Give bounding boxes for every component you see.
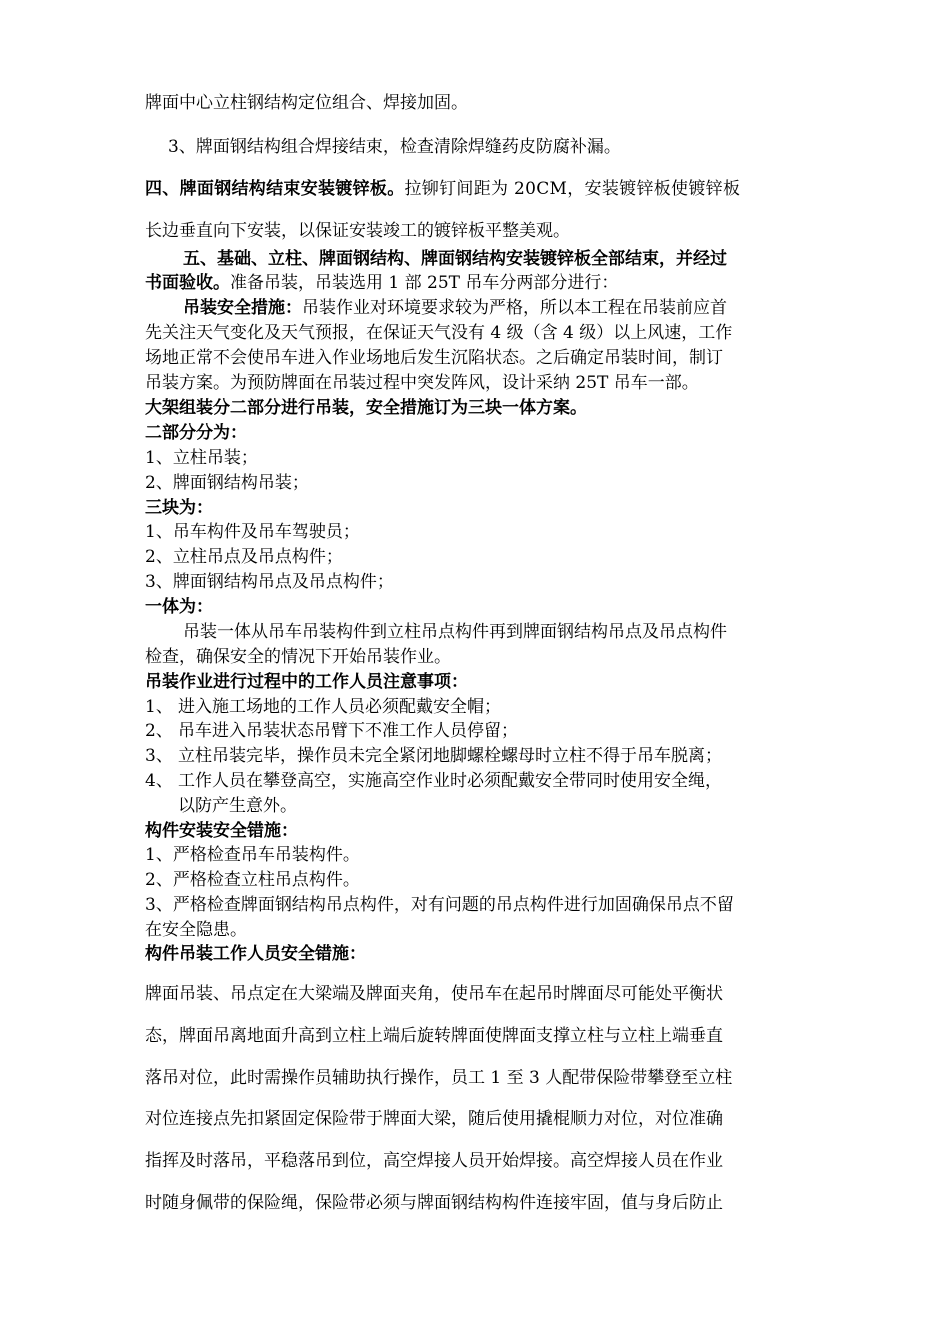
section-heading: 五、基础、立柱、牌面钢结构、牌面钢结构安装镀锌板全部结束，并经过: [183, 249, 727, 269]
subheading: 一体为：: [145, 597, 213, 617]
paragraph-line: [183, 300, 727, 317]
paragraph-line: 落吊对位，此时需操作员辅助执行操作，员工 1 至 3 人配带保险带攀登至立柱: [145, 1068, 733, 1088]
paragraph-line: 牌面吊装、吊点定在大梁端及牌面夹角，使吊车在起吊时牌面尽可能处平衡状: [145, 984, 723, 1004]
list-item: [145, 748, 722, 765]
subheading: 二部分分为：: [145, 423, 247, 443]
subheading: 构件安装安全错施：: [145, 821, 298, 841]
list-number: 1、: [145, 697, 173, 717]
list-number: 2、: [145, 721, 173, 741]
paragraph-text: 吊装作业对环境要求较为严格，所以本工程在吊装前应首: [302, 298, 727, 318]
list-item: 3、牌面钢结构吊点及吊点构件；: [145, 572, 394, 592]
list-item: 2、严格检查立柱吊点构件。: [145, 870, 360, 890]
list-item: 1、吊车构件及吊车驾驶员；: [145, 522, 360, 542]
paragraph-line: 牌面中心立柱钢结构定位组合、焊接加固。: [145, 93, 468, 113]
list-item-continuation: 以防产生意外。: [178, 796, 297, 816]
list-text: 进入施工场地的工作人员必须配戴安全帽；: [178, 697, 501, 717]
paragraph-line: 指挥及时落吊，平稳落吊到位，高空焊接人员开始焊接。高空焊接人员在作业: [145, 1151, 723, 1171]
paragraph-line: 对位连接点先扣紧固定保险带于牌面大梁，随后使用撬棍顺力对位，对位准确: [145, 1109, 723, 1129]
list-text: 吊车进入吊装状态吊臂下不准工作人员停留；: [178, 721, 518, 741]
subheading: 吊装作业进行过程中的工作人员注意事项：: [145, 672, 468, 692]
paragraph-line: 时随身佩带的保险绳，保险带必须与牌面钢结构构件连接牢固，值与身后防止: [145, 1193, 723, 1213]
list-item: 1、立柱吊装；: [145, 448, 258, 468]
list-item: [145, 699, 501, 716]
paragraph-line: [145, 275, 618, 292]
list-text: 工作人员在攀登高空，实施高空作业时必须配戴安全带同时使用安全绳，: [178, 771, 722, 791]
section-heading-line: [145, 181, 740, 198]
paragraph-line: 长边垂直向下安装，以保证安装竣工的镀锌板平整美观。: [145, 221, 570, 241]
paragraph-line: 态，牌面吊离地面升高到立柱上端后旋转牌面使牌面支撑立柱与立柱上端垂直: [145, 1026, 723, 1046]
list-item: 1、严格检查吊车吊装构件。: [145, 845, 360, 865]
paragraph-line: 先关注天气变化及天气预报，在保证天气没有 4 级（含 4 级）以上风速，工作: [145, 323, 733, 343]
list-text: 立柱吊装完毕，操作员未完全紧闭地脚螺栓螺母时立柱不得于吊车脱离；: [178, 746, 722, 766]
paragraph-line: 场地正常不会使吊车进入作业场地后发生沉陷状态。之后确定吊装时间，制订: [145, 348, 723, 368]
list-item: [145, 773, 722, 790]
subheading: 构件吊装工作人员安全错施：: [145, 944, 366, 964]
subheading: 大架组装分二部分进行吊装，安全措施订为三块一体方案。: [145, 398, 587, 418]
list-number: 3、: [145, 746, 173, 766]
list-item: 2、立柱吊点及吊点构件；: [145, 547, 343, 567]
list-item: 3、牌面钢结构组合焊接结束，检查清除焊缝药皮防腐补漏。: [168, 137, 621, 157]
list-item: 3、严格检查牌面钢结构吊点构件，对有问题的吊点构件进行加固确保吊点不留: [145, 895, 734, 915]
subheading: 吊装安全措施：: [183, 298, 302, 318]
list-item-continuation: 在安全隐患。: [145, 920, 247, 940]
paragraph-text: 拉铆钉间距为 20CM，安装镀锌板使镀锌板: [404, 179, 741, 199]
list-item: 2、牌面钢结构吊装；: [145, 473, 309, 493]
paragraph-line: 吊装方案。为预防牌面在吊装过程中突发阵风，设计采纳 25T 吊车一部。: [145, 373, 699, 393]
list-item: [145, 723, 518, 740]
section-heading: 书面验收。: [145, 273, 230, 293]
subheading: 三块为：: [145, 498, 213, 518]
paragraph-text: 准备吊装，吊装选用 1 部 25T 吊车分两部分进行：: [230, 273, 619, 293]
list-number: 4、: [145, 771, 173, 791]
paragraph-line: 吊装一体从吊车吊装构件到立柱吊点构件再到牌面钢结构吊点及吊点构件: [183, 622, 727, 642]
section-heading: 四、牌面钢结构结束安装镀锌板。: [145, 179, 405, 199]
paragraph-line: 检查，确保安全的情况下开始吊装作业。: [145, 647, 451, 667]
